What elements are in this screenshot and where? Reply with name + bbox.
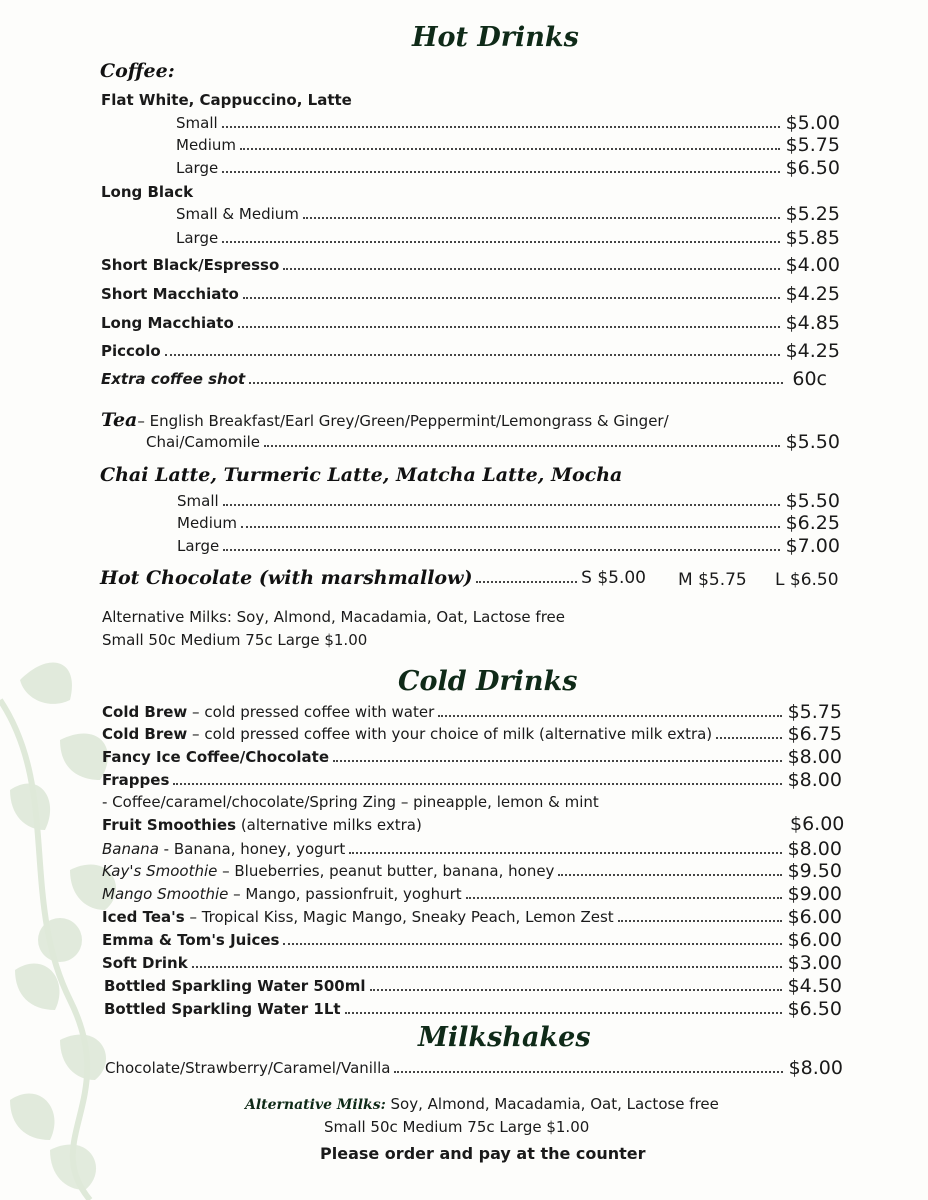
menu-item: Fancy Ice Coffee/Chocolate $8.00 bbox=[102, 746, 842, 768]
menu-item: Long Macchiato $4.85 bbox=[101, 312, 840, 334]
menu-item: Large $5.85 bbox=[176, 227, 840, 249]
menu-item: Emma & Tom's Juices $6.00 bbox=[102, 929, 842, 951]
coffee-heading: Coffee: bbox=[100, 60, 175, 82]
menu-item: Banana - Banana, honey, yogurt $8.00 bbox=[102, 838, 842, 860]
order-note: Please order and pay at the counter bbox=[320, 1144, 646, 1163]
smoothies-heading: Fruit Smoothies (alternative milks extra) bbox=[102, 816, 422, 834]
milkshake-alt-milks: Alternative Milks: Soy, Almond, Macadamia, Oat, Lactose free bbox=[245, 1095, 719, 1113]
menu-item: Piccolo $4.25 bbox=[101, 340, 840, 362]
menu-item: Short Macchiato $4.25 bbox=[101, 283, 840, 305]
menu-item: Medium $6.25 bbox=[177, 512, 840, 534]
menu-item: Kay's Smoothie – Blueberries, peanut butter, banana, honey $9.50 bbox=[102, 860, 842, 882]
menu-item: Small & Medium $5.25 bbox=[176, 203, 840, 225]
tea-line: Tea– English Breakfast/Earl Grey/Green/Peppermint/Lemongrass & Ginger/ bbox=[101, 409, 669, 431]
alt-milks-text: Alternative Milks: Soy, Almond, Macadamia, Oat, Lactose free bbox=[102, 608, 566, 626]
menu-item: Chocolate/Strawberry/Caramel/Vanilla $8.00 bbox=[105, 1057, 843, 1079]
smoothies-price: $6.00 bbox=[790, 813, 845, 835]
menu-item: Chai/Camomile $5.50 bbox=[146, 431, 840, 453]
tea-heading: Tea bbox=[101, 409, 138, 431]
menu-item: Cold Brew – cold pressed coffee with your choice of milk (alternative milk extra) $6.75 bbox=[102, 723, 842, 745]
menu-item: Short Black/Espresso $4.00 bbox=[101, 254, 840, 276]
menu-item: Bottled Sparkling Water 500ml $4.50 bbox=[104, 975, 842, 997]
chai-heading: Chai Latte, Turmeric Latte, Matcha Latte, Mocha bbox=[100, 464, 623, 486]
hot-chocolate-medium: M $5.75 bbox=[678, 570, 747, 590]
frappes-note: - Coffee/caramel/chocolate/Spring Zing – pineapple, lemon & mint bbox=[102, 793, 599, 811]
menu-item: Iced Tea's – Tropical Kiss, Magic Mango, Sneaky Peach, Lemon Zest $6.00 bbox=[102, 906, 842, 928]
menu-item: Medium $5.75 bbox=[176, 134, 840, 156]
milkshake-alt-prices: Small 50c Medium 75c Large $1.00 bbox=[324, 1118, 590, 1136]
menu-item: Small $5.00 bbox=[176, 112, 840, 134]
menu-item: Large $6.50 bbox=[176, 157, 840, 179]
hot-chocolate-large: L $6.50 bbox=[775, 570, 839, 590]
menu-item: Frappes $8.00 bbox=[102, 769, 842, 791]
menu-item: Soft Drink $3.00 bbox=[102, 952, 842, 974]
flat-white-heading: Flat White, Cappuccino, Latte bbox=[101, 91, 352, 109]
cold-drinks-title: Cold Drinks bbox=[398, 666, 578, 697]
milkshakes-title: Milkshakes bbox=[418, 1022, 591, 1053]
menu-item: Bottled Sparkling Water 1Lt $6.50 bbox=[104, 998, 842, 1020]
hot-drinks-title: Hot Drinks bbox=[412, 22, 579, 53]
alt-milks-prices: Small 50c Medium 75c Large $1.00 bbox=[102, 631, 368, 649]
long-black-heading: Long Black bbox=[101, 183, 194, 201]
menu-item: Cold Brew – cold pressed coffee with water $5.75 bbox=[102, 701, 842, 723]
menu-item: Mango Smoothie – Mango, passionfruit, yoghurt $9.00 bbox=[102, 883, 842, 905]
hot-chocolate-row: Hot Chocolate (with marshmallow) S $5.00 bbox=[100, 567, 646, 589]
menu-item: Large $7.00 bbox=[177, 535, 840, 557]
menu-item: Extra coffee shot 60c bbox=[101, 368, 827, 390]
menu-item: Small $5.50 bbox=[177, 490, 840, 512]
